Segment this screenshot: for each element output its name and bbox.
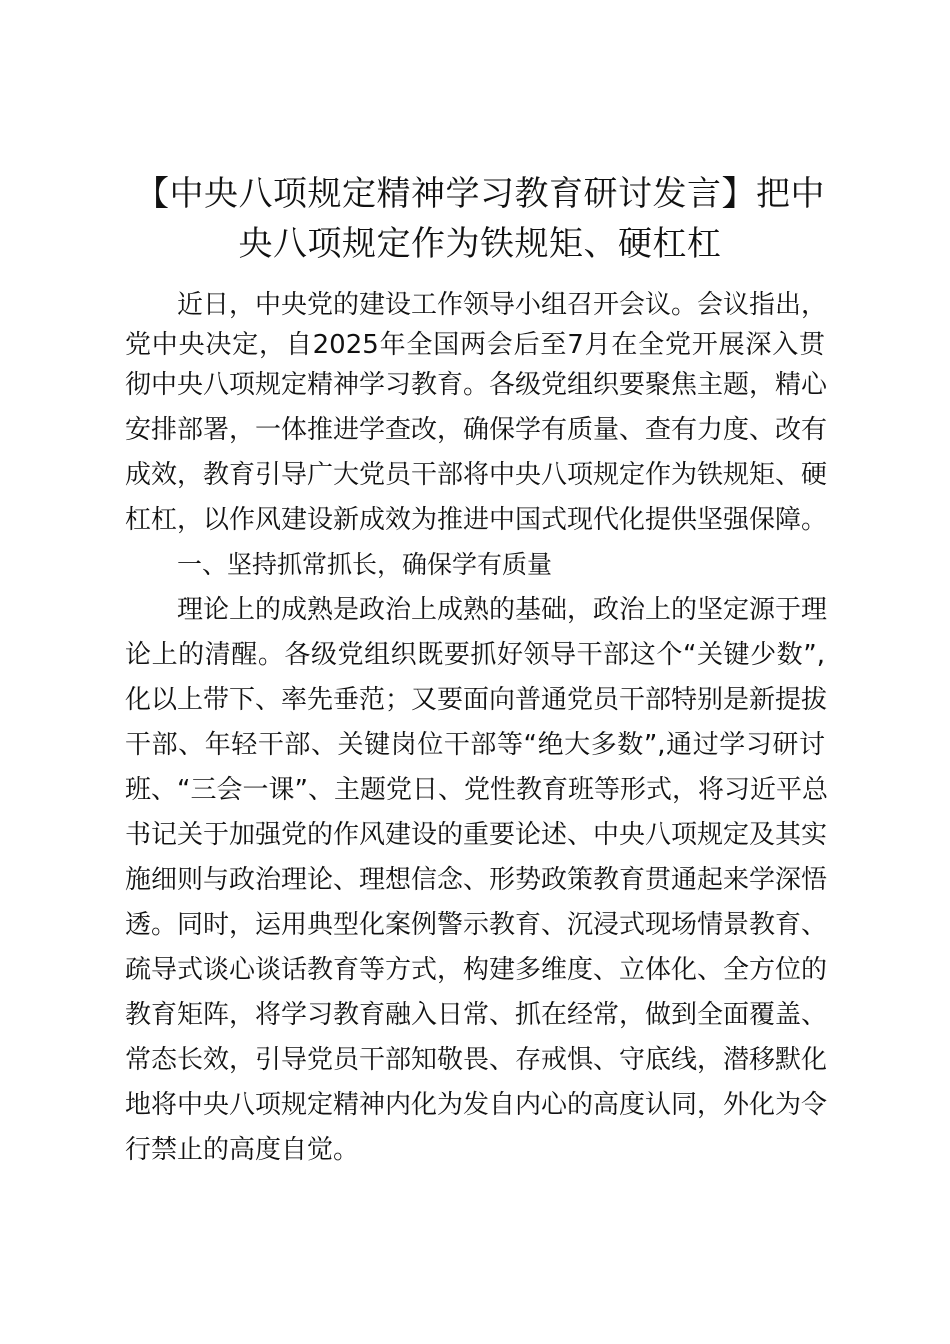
paragraph-2-line: 常态长效，引导党员干部知敬畏、存戒惧、守底线，潜移默化	[125, 1045, 828, 1075]
paragraph-2-line: 施细则与政治理论、理想信念、形势政策教育贯通起来学深悟	[125, 865, 828, 895]
paragraph-1-line: 杠杠，以作风建设新成效为推进中国式现代化提供坚强保障。	[125, 505, 828, 535]
paragraph-2-line: 化以上带下、率先垂范；又要面向普通党员干部特别是新提拔	[125, 685, 828, 715]
paragraph-1-line: 彻中央八项规定精神学习教育。各级党组织要聚焦主题，精心	[125, 370, 828, 400]
paragraph-1-line: 成效，教育引导广大党员干部将中央八项规定作为铁规矩、硬	[125, 460, 828, 490]
paragraph-2-line: 行禁止的高度自觉。	[125, 1135, 360, 1165]
document-title-line-1: 【中央八项规定精神学习教育研讨发言】把中	[135, 174, 825, 214]
paragraph-2-line: 干部、年轻干部、关键岗位干部等“绝大多数”,通过学习研讨	[125, 730, 825, 760]
paragraph-1-line: 近日，中央党的建设工作领导小组召开会议。会议指出，	[177, 290, 828, 320]
paragraph-2-line: 书记关于加强党的作风建设的重要论述、中央八项规定及其实	[125, 820, 828, 850]
document-title-line-2: 央八项规定作为铁规矩、硬杠杠	[238, 224, 722, 264]
paragraph-2-line: 论上的清醒。各级党组织既要抓好领导干部这个“关键少数”,	[125, 640, 825, 670]
paragraph-1-line: 安排部署，一体推进学查改，确保学有质量、查有力度、改有	[125, 415, 828, 445]
paragraph-2-line: 地将中央八项规定精神内化为发自内心的高度认同，外化为令	[125, 1090, 828, 1120]
paragraph-2-line: 透。同时，运用典型化案例警示教育、沉浸式现场情景教育、	[125, 910, 828, 940]
section-1-heading: 一、坚持抓常抓长，确保学有质量	[177, 550, 553, 579]
paragraph-2-line: 疏导式谈心谈话教育等方式，构建多维度、立体化、全方位的	[125, 955, 828, 985]
paragraph-2-line: 班、“三会一课”、主题党日、党性教育班等形式，将习近平总	[125, 775, 828, 805]
paragraph-1-line: 党中央决定，自2025年全国两会后至7月在全党开展深入贯	[125, 330, 825, 360]
paragraph-2-line: 教育矩阵，将学习教育融入日常、抓在经常，做到全面覆盖、	[125, 1000, 828, 1030]
paragraph-2-line: 理论上的成熟是政治上成熟的基础，政治上的坚定源于理	[177, 595, 828, 625]
